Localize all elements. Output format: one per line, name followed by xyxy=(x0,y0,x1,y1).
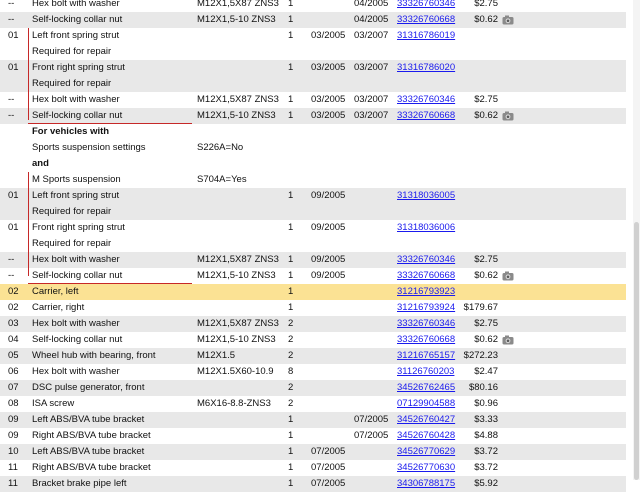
table-row xyxy=(0,284,626,300)
part-number-link[interactable]: 34526760427 xyxy=(397,414,456,425)
valid-to: 03/2007 xyxy=(354,62,389,73)
table-row xyxy=(0,444,626,460)
ref-number: 07 xyxy=(8,382,19,393)
valid-from: 09/2005 xyxy=(311,190,346,201)
table-row xyxy=(0,236,626,252)
quantity: 2 xyxy=(288,382,294,393)
ref-number: -- xyxy=(8,14,15,25)
part-description: Left front spring strut xyxy=(32,30,120,41)
part-number-link[interactable]: 31216793924 xyxy=(397,302,456,313)
table-row xyxy=(0,76,626,92)
part-description: Front right spring strut xyxy=(32,62,125,73)
quantity: 8 xyxy=(288,366,294,377)
quantity: 2 xyxy=(288,318,294,329)
table-row xyxy=(0,140,626,156)
ref-number: 01 xyxy=(8,62,19,73)
ref-number: 06 xyxy=(8,366,19,377)
scrollbar-thumb[interactable] xyxy=(634,222,639,480)
valid-from: 07/2005 xyxy=(311,462,346,473)
part-spec: M12X1,5-10 ZNS3 xyxy=(197,110,276,121)
part-description: Hex bolt with washer xyxy=(32,318,120,329)
part-number-link[interactable]: 33326760346 xyxy=(397,0,456,9)
quantity: 1 xyxy=(288,254,294,265)
valid-to: 03/2007 xyxy=(354,30,389,41)
quantity: 1 xyxy=(288,462,294,473)
valid-from: 03/2005 xyxy=(311,110,346,121)
valid-to: 03/2007 xyxy=(354,94,389,105)
quantity: 1 xyxy=(288,190,294,201)
quantity: 1 xyxy=(288,478,294,489)
part-number-link[interactable]: 33326760668 xyxy=(397,334,456,345)
price: $3.33 xyxy=(474,414,498,425)
table-row xyxy=(0,396,626,412)
quantity: 1 xyxy=(288,0,294,9)
valid-from: 07/2005 xyxy=(311,478,346,489)
part-spec: M12X1,5X87 ZNS3 xyxy=(197,254,279,265)
table-row xyxy=(0,364,626,380)
group-bracket-line xyxy=(28,172,29,276)
ref-number: 08 xyxy=(8,398,19,409)
part-description: Self-locking collar nut xyxy=(32,14,123,25)
valid-from: 03/2005 xyxy=(311,62,346,73)
table-row xyxy=(0,412,626,428)
camera-icon[interactable] xyxy=(502,335,514,345)
ref-number: 11 xyxy=(8,462,18,473)
part-number-link[interactable]: 34526770630 xyxy=(397,462,456,473)
quantity: 1 xyxy=(288,286,294,297)
vertical-scrollbar[interactable] xyxy=(633,0,640,480)
quantity: 1 xyxy=(288,14,294,25)
ref-number: -- xyxy=(8,94,15,105)
quantity: 1 xyxy=(288,414,294,425)
price: $80.16 xyxy=(468,382,498,393)
valid-from: 09/2005 xyxy=(311,254,346,265)
table-row xyxy=(0,252,626,268)
valid-from: 03/2005 xyxy=(311,94,346,105)
part-number-link[interactable]: 31316786019 xyxy=(397,30,456,41)
part-number-link[interactable]: 34526762465 xyxy=(397,382,456,393)
group-bracket-line xyxy=(28,28,29,120)
quantity: 1 xyxy=(288,30,294,41)
table-row xyxy=(0,268,626,284)
part-description: Hex bolt with washer xyxy=(32,254,120,265)
table-row xyxy=(0,316,626,332)
part-description: Required for repair xyxy=(32,78,112,89)
part-description: Hex bolt with washer xyxy=(32,0,120,9)
ref-number: 05 xyxy=(8,350,19,361)
ref-number: 01 xyxy=(8,30,19,41)
table-row xyxy=(0,0,626,12)
price: $0.62 xyxy=(474,110,498,121)
price: $272.23 xyxy=(463,350,498,361)
quantity: 2 xyxy=(288,334,294,345)
part-description: Carrier, left xyxy=(32,286,79,297)
camera-icon[interactable] xyxy=(502,271,514,281)
part-description: Self-locking collar nut xyxy=(32,270,123,281)
part-description: Front right spring strut xyxy=(32,222,125,233)
camera-icon[interactable] xyxy=(502,15,514,25)
quantity: 1 xyxy=(288,446,294,457)
price: $4.88 xyxy=(474,430,498,441)
part-description: ISA screw xyxy=(32,398,75,409)
valid-to: 03/2007 xyxy=(354,110,389,121)
price: $0.96 xyxy=(474,398,498,409)
quantity: 1 xyxy=(288,110,294,121)
ref-number: -- xyxy=(8,254,15,265)
ref-number: -- xyxy=(8,110,15,121)
part-number-link[interactable]: 33326760668 xyxy=(397,14,456,25)
part-number-link[interactable]: 34526760428 xyxy=(397,430,456,441)
part-spec: M12X1,5-10 ZNS3 xyxy=(197,334,276,345)
table-row xyxy=(0,172,626,188)
price: $5.92 xyxy=(474,478,498,489)
part-description: Required for repair xyxy=(32,206,112,217)
table-row xyxy=(0,332,626,348)
part-description: Left ABS/BVA tube bracket xyxy=(32,446,145,457)
valid-from: 09/2005 xyxy=(311,270,346,281)
table-row xyxy=(0,60,626,76)
table-row xyxy=(0,12,626,28)
part-description: Self-locking collar nut xyxy=(32,110,123,121)
ref-number: 09 xyxy=(8,430,19,441)
price: $0.62 xyxy=(474,14,498,25)
table-row xyxy=(0,300,626,316)
price: $0.62 xyxy=(474,334,498,345)
table-row xyxy=(0,348,626,364)
part-description: DSC pulse generator, front xyxy=(32,382,145,393)
table-row xyxy=(0,124,626,140)
part-description: Sports suspension settings xyxy=(32,142,146,153)
part-description: Hex bolt with washer xyxy=(32,366,120,377)
ref-number: -- xyxy=(8,0,15,9)
camera-icon[interactable] xyxy=(502,111,514,121)
part-description: Hex bolt with washer xyxy=(32,94,120,105)
part-number-link[interactable]: 33326760346 xyxy=(397,318,456,329)
part-description: Right ABS/BVA tube bracket xyxy=(32,462,151,473)
part-description: and xyxy=(32,158,49,169)
part-spec: M12X1,5X87 ZNS3 xyxy=(197,94,279,105)
price: $179.67 xyxy=(463,302,498,313)
part-number-link[interactable]: 31318036005 xyxy=(397,190,456,201)
part-number-link[interactable]: 33326760668 xyxy=(397,110,456,121)
part-spec: M6X16-8.8-ZNS3 xyxy=(197,398,271,409)
table-row xyxy=(0,428,626,444)
table-row xyxy=(0,108,626,124)
part-description: Bracket brake pipe left xyxy=(32,478,127,489)
part-spec: M12X1,5X87 ZNS3 xyxy=(197,318,279,329)
part-spec: M12X1.5 xyxy=(197,350,236,361)
table-row xyxy=(0,44,626,60)
part-description: M Sports suspension xyxy=(32,174,121,185)
part-description: Carrier, right xyxy=(32,302,85,313)
part-description: Right ABS/BVA tube bracket xyxy=(32,430,151,441)
part-number-link[interactable]: 33326760346 xyxy=(397,254,456,265)
part-number-link[interactable]: 31216765157 xyxy=(397,350,456,361)
quantity: 2 xyxy=(288,350,294,361)
price: $2.75 xyxy=(474,94,498,105)
table-row xyxy=(0,460,626,476)
valid-from: 07/2005 xyxy=(311,446,346,457)
table-row xyxy=(0,380,626,396)
part-description: Self-locking collar nut xyxy=(32,334,123,345)
valid-to: 04/2005 xyxy=(354,0,389,9)
part-description: Left front spring strut xyxy=(32,190,120,201)
part-spec: M12X1,5-10 ZNS3 xyxy=(197,270,276,281)
quantity: 1 xyxy=(288,430,294,441)
ref-number: -- xyxy=(8,270,15,281)
ref-number: 09 xyxy=(8,414,19,425)
quantity: 2 xyxy=(288,398,294,409)
price: $3.72 xyxy=(474,446,498,457)
part-number-link[interactable]: 33326760668 xyxy=(397,270,456,281)
table-row xyxy=(0,28,626,44)
part-number-link[interactable]: 34306788175 xyxy=(397,478,456,489)
price: $0.62 xyxy=(474,270,498,281)
quantity: 1 xyxy=(288,222,294,233)
part-description: Wheel hub with bearing, front xyxy=(32,350,156,361)
price: $3.72 xyxy=(474,462,498,473)
ref-number: 03 xyxy=(8,318,19,329)
quantity: 1 xyxy=(288,302,294,313)
part-spec: M12X1,5X87 ZNS3 xyxy=(197,0,279,9)
price: $2.75 xyxy=(474,254,498,265)
valid-to: 04/2005 xyxy=(354,14,389,25)
part-spec: S704A=Yes xyxy=(197,174,247,185)
price: $2.75 xyxy=(474,0,498,9)
part-description: For vehicles with xyxy=(32,126,110,137)
valid-to: 07/2005 xyxy=(354,414,389,425)
part-description: Required for repair xyxy=(32,238,112,249)
quantity: 1 xyxy=(288,94,294,105)
valid-from: 03/2005 xyxy=(311,30,346,41)
ref-number: 04 xyxy=(8,334,19,345)
part-number-link[interactable]: 31126760203 xyxy=(397,366,455,377)
table-row xyxy=(0,156,626,172)
quantity: 1 xyxy=(288,270,294,281)
part-spec: M12X1.5X60-10.9 xyxy=(197,366,274,377)
ref-number: 02 xyxy=(8,286,19,297)
valid-from: 09/2005 xyxy=(311,222,346,233)
part-number-link[interactable]: 07129904588 xyxy=(397,398,456,409)
part-description: Required for repair xyxy=(32,46,112,57)
table-row xyxy=(0,92,626,108)
ref-number: 02 xyxy=(8,302,19,313)
ref-number: 11 xyxy=(8,478,18,489)
part-number-link[interactable]: 31316786020 xyxy=(397,62,456,73)
table-row xyxy=(0,204,626,220)
valid-to: 07/2005 xyxy=(354,430,389,441)
part-number-link[interactable]: 34526770629 xyxy=(397,446,456,457)
part-description: Left ABS/BVA tube bracket xyxy=(32,414,145,425)
ref-number: 10 xyxy=(8,446,19,457)
price: $2.75 xyxy=(474,318,498,329)
part-spec: M12X1,5-10 ZNS3 xyxy=(197,14,276,25)
ref-number: 01 xyxy=(8,190,19,201)
table-row xyxy=(0,220,626,236)
price: $2.47 xyxy=(474,366,498,377)
table-row xyxy=(0,188,626,204)
quantity: 1 xyxy=(288,62,294,73)
part-number-link[interactable]: 33326760346 xyxy=(397,94,456,105)
table-row xyxy=(0,476,626,492)
part-number-link[interactable]: 31216793923 xyxy=(397,286,456,297)
part-number-link[interactable]: 31318036006 xyxy=(397,222,456,233)
part-spec: S226A=No xyxy=(197,142,244,153)
ref-number: 01 xyxy=(8,222,19,233)
